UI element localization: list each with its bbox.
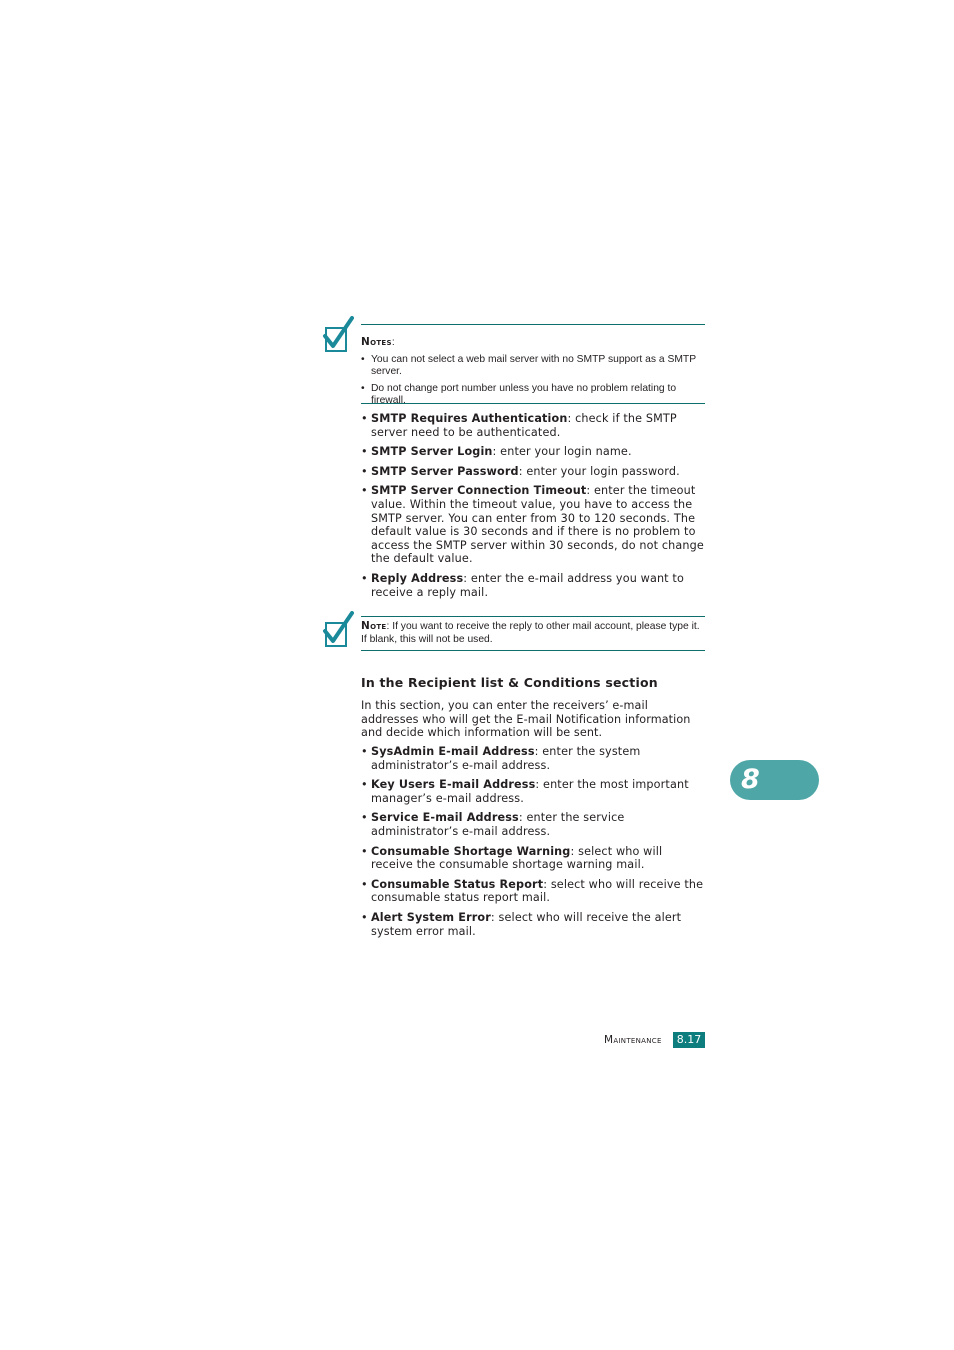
notes-title: Notes: (361, 336, 395, 348)
list-item: • SMTP Server Password: enter your login password. (361, 465, 706, 479)
recipient-settings-list (361, 745, 706, 938)
list-item: • Reply Address: enter the e-mail address you want to receive a reply mail. (361, 572, 706, 599)
list-item: • SMTP Server Login: enter your login name. (361, 445, 706, 459)
smtp-settings-list (361, 412, 706, 599)
list-item: • Service E-mail Address: enter the service administrator’s e-mail address. (361, 811, 706, 838)
list-item: • Consumable Status Report: select who will receive the consumable status report mail. (361, 878, 706, 905)
section-heading: In the Recipient list & Conditions section (361, 675, 658, 690)
section-intro: In this section, you can enter the receivers’ e-mail addresses who will get the E-mail Notification information and decide which information will be sent. (361, 699, 691, 740)
list-item: • SMTP Server Connection Timeout: enter the timeout value. Within the timeout value, you have to access the SMTP server. You can enter from 30 to 120 seconds. The default value is 30 seconds and if there is no problem to access the SMTP server within 30 seconds, do not change the default value. (361, 484, 706, 566)
list-item: • Key Users E-mail Address: enter the most important manager’s e-mail address. (361, 778, 706, 805)
list-item: • Alert System Error: select who will receive the alert system error mail. (361, 911, 706, 938)
footer-section-label: Maintenance (604, 1034, 662, 1046)
note-text: Note: If you want to receive the reply to other mail account, please type it. If blank, this will not be used. (361, 620, 700, 645)
checkmark-note-icon (322, 316, 354, 354)
list-item: • SMTP Requires Authentication: check if the SMTP server need to be authenticated. (361, 412, 706, 439)
note-item: • Do not change port number unless you have no problem relating to firewall. (361, 383, 705, 408)
checkmark-note-icon (322, 611, 354, 649)
list-item: • SysAdmin E-mail Address: enter the system administrator’s e-mail address. (361, 745, 706, 772)
note-item: • You can not select a web mail server with no SMTP support as a SMTP server. (361, 354, 705, 379)
chapter-number: 8 (741, 764, 760, 795)
notes-box (361, 324, 705, 407)
list-item: • Consumable Shortage Warning: select who will receive the consumable shortage warning mail. (361, 845, 706, 872)
page-number: 8.17 (673, 1032, 705, 1048)
note-box (361, 616, 705, 651)
